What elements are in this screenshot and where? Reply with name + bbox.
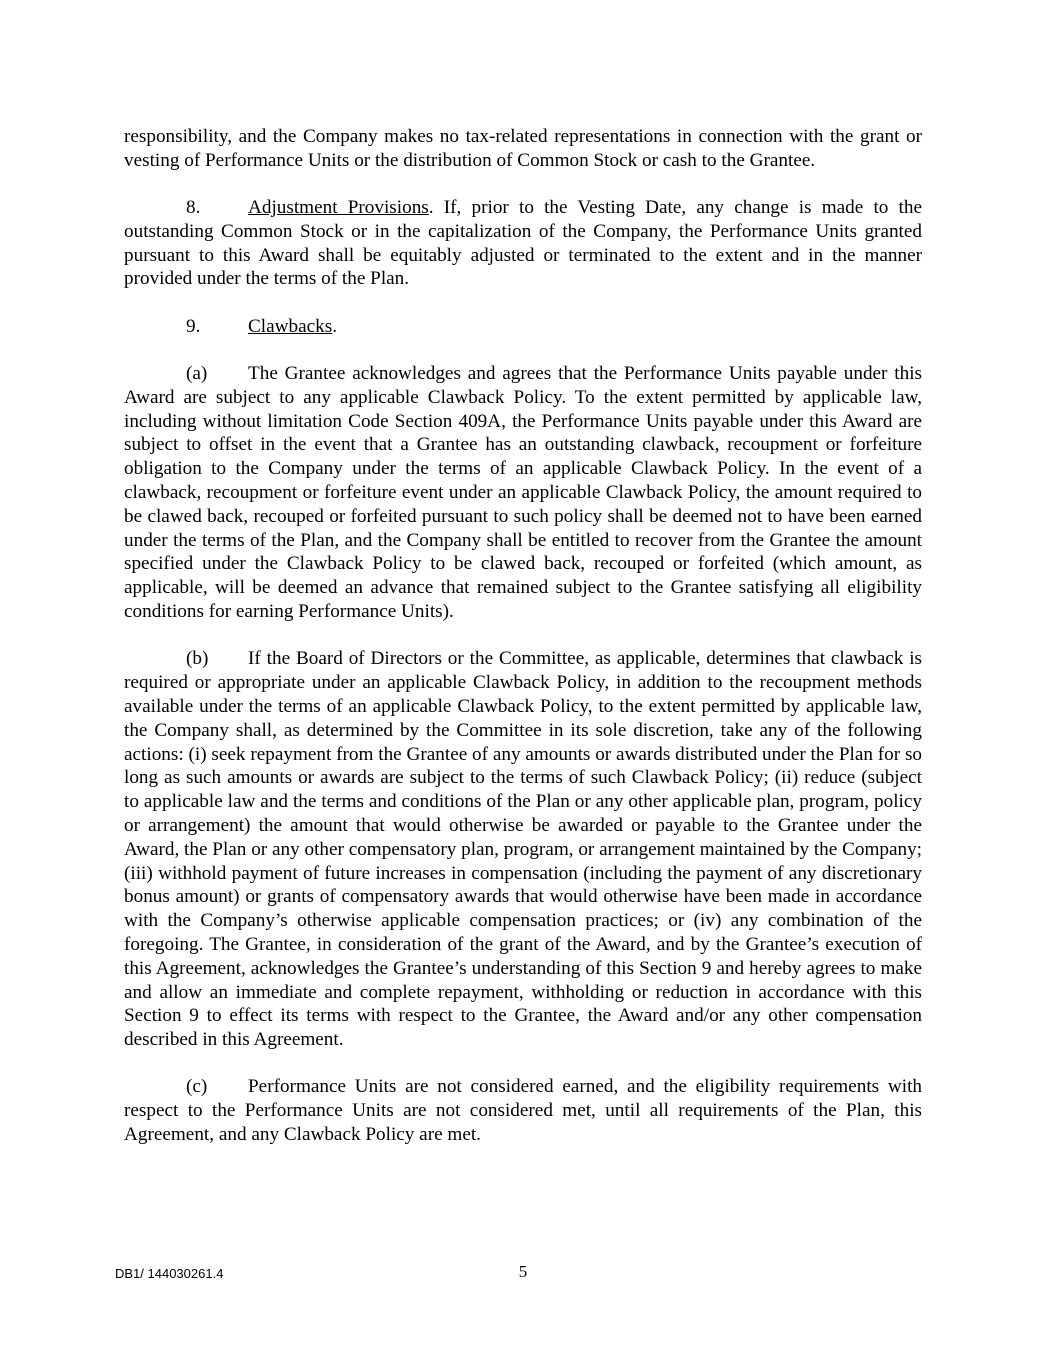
subsection-c-label: (c) (186, 1076, 208, 1098)
footer-document-id: DB1/ 144030261.4 (115, 1266, 224, 1281)
section-9-paragraph (124, 315, 922, 339)
section-8-number: 8. (186, 197, 201, 219)
footer-page-number: 5 (518, 1262, 528, 1281)
subsection-a-label: (a) (186, 363, 208, 385)
subsection-a-paragraph (124, 362, 922, 624)
continuation-paragraph: responsibility, and the Company makes no tax-related representations in connection with the grant or vesting of Performance Units or the distribution of Common Stock or cash to the Grantee. (124, 126, 922, 171)
subsection-c-paragraph (124, 1075, 922, 1146)
section-8-heading: Adjustment Provisions (248, 197, 429, 219)
section-9-heading-suffix: . (332, 315, 337, 337)
subsection-c-text: Performance Units are not considered earned, and the eligibility requirements with respect to the Performance Units are not considered met, until all requirements of the Plan, this Agreement, and any Clawback Policy are met. (124, 1076, 922, 1145)
document-body (124, 125, 922, 1170)
section-8-paragraph (124, 196, 922, 291)
subsection-b-paragraph (124, 647, 922, 1052)
section-9-number: 9. (186, 315, 201, 337)
subsection-a-text: The Grantee acknowledges and agrees that the Performance Units payable under this Award are subject to any applicable Clawback Policy. To the extent permitted by applicable law, including without limitation Code Section 409A, the Performance Units payable under this Award are subject to offset in the event that a Grantee has an outstanding clawback, recoupment or forfeiture obligation to the Company under the terms of an applicable Clawback Policy. In the event of a clawback, recoupment or forfeiture event under an applicable Clawback Policy, the amount required to be clawed back, recouped or forfeited pursuant to such policy shall be deemed not to have been earned under the terms of the Plan, and the Company shall be entitled to recover from the Grantee the amount specified under the Clawback Policy to be clawed back, recouped or forfeited (which amount, as applicable, will be deemed an advance that remained subject to the Grantee satisfying all eligibility conditions for earning Performance Units). (124, 363, 922, 623)
subsection-b-label: (b) (186, 648, 209, 670)
section-8-text: . If, prior to the Vesting Date, any change is made to the outstanding Common Stock or in the capitalization of the Company, the Performance Units granted pursuant to this Award shall be equitably adjusted or terminated to the extent and in the manner provided under the terms of the Plan. (124, 197, 922, 290)
section-9-heading: Clawbacks (248, 315, 333, 337)
subsection-b-text: If the Board of Directors or the Committee, as applicable, determines that clawback is required or appropriate under an applicable Clawback Policy, in addition to the recoupment methods available under the terms of an applicable Clawback Policy, to the extent permitted by applicable law, the Company shall, as determined by the Committee in its sole discretion, take any of the following actions: (i) seek repayment from the Grantee of any amounts or awards distributed under the Plan for so long as such amounts or awards are subject to the terms of such Clawback Policy; (ii) reduce (subject to applicable law and the terms and conditions of the Plan or any other applicable plan, program, policy or arrangement) the amount that would otherwise be awarded or payable to the Grantee under the Award, the Plan or any other compensatory plan, program, or arrangement maintained by the Company; (iii) withhold payment of future increases in compensation (including the payment of any discretionary bonus amount) or grants of compensatory awards that would otherwise have been made in accordance with the Company’s otherwise applicable compensation practices; or (iv) any combination of the foregoing. The Grantee, in consideration of the grant of the Award, and by the Grantee’s execution of this Agreement, acknowledges the Grantee’s understanding of this Section 9 and hereby agrees to make and allow an immediate and complete repayment, withholding or reduction in accordance with this Section 9 to effect its terms with respect to the Grantee, the Award and/or any other compensation described in this Agreement. (124, 648, 923, 1051)
